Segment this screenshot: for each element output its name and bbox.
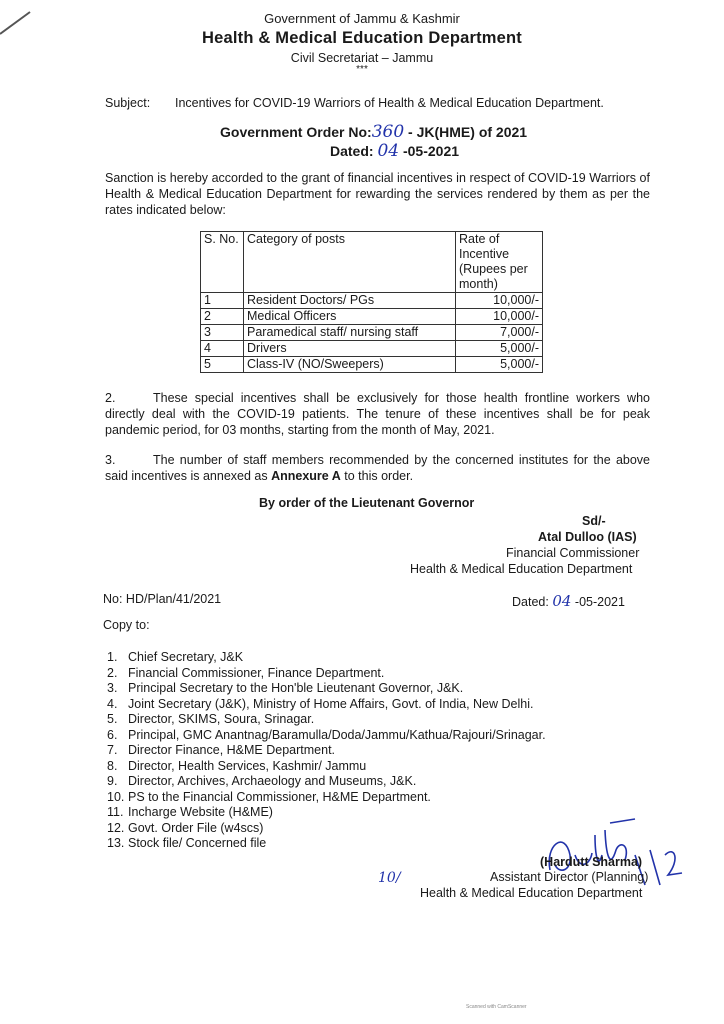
list-item-text: Chief Secretary, J&K bbox=[128, 650, 244, 664]
row-rate: 5,000/- bbox=[456, 357, 543, 373]
table-header-row bbox=[201, 232, 543, 293]
list-item-number: 9. bbox=[107, 774, 118, 788]
table-row bbox=[201, 325, 543, 341]
row-sno: 2 bbox=[201, 309, 244, 325]
reference-date bbox=[512, 592, 625, 610]
row-sno: 3 bbox=[201, 325, 244, 341]
signatory-name: Atal Dulloo (IAS) bbox=[538, 530, 637, 544]
list-item bbox=[107, 650, 546, 666]
list-item-number: 8. bbox=[107, 758, 118, 773]
list-item-number: 12. bbox=[107, 820, 125, 835]
order-number bbox=[220, 122, 527, 142]
row-category: Class-IV (NO/Sweepers) bbox=[244, 357, 456, 373]
list-item-text: Incharge Website (H&ME) bbox=[128, 805, 273, 819]
signed-mark: Sd/- bbox=[582, 514, 606, 528]
table-row bbox=[201, 341, 543, 357]
signatory-department: Health & Medical Education Department bbox=[410, 562, 633, 576]
reference-day-handwritten: 04 bbox=[552, 592, 572, 610]
list-item bbox=[107, 712, 546, 728]
order-prefix: Government Order No: bbox=[220, 124, 372, 140]
paragraph-2-text: These special incentives shall be exclusively for those health frontline workers who directly deal with the COVID-19 patients. The tenure of these incentives shall be for peak pandemic period, for 03 months, starting from the month of May, 2021. bbox=[105, 391, 650, 437]
government-name: Government of Jammu & Kashmir bbox=[264, 11, 460, 26]
list-item-number: 5. bbox=[107, 712, 118, 726]
list-item-number: 13. bbox=[107, 836, 125, 850]
paragraph-3 bbox=[105, 452, 650, 484]
incentive-table bbox=[200, 231, 543, 373]
row-rate: 7,000/- bbox=[456, 325, 543, 341]
order-suffix: - JK(HME) of 2021 bbox=[408, 124, 528, 140]
assistant-department: Health & Medical Education Department bbox=[420, 886, 643, 900]
order-number-handwritten: 360 bbox=[371, 122, 405, 142]
row-sno: 4 bbox=[201, 341, 244, 357]
row-sno: 1 bbox=[201, 293, 244, 309]
reference-date-suffix: -05-2021 bbox=[574, 595, 625, 609]
reference-number: No: HD/Plan/41/2021 bbox=[103, 592, 222, 606]
scanner-watermark: Scanned with CamScanner bbox=[466, 1004, 527, 1010]
paragraph-3-tail: to this order. bbox=[340, 469, 414, 483]
list-item-number: 11. bbox=[107, 805, 124, 819]
list-item-text: Director Finance, H&ME Department. bbox=[128, 743, 336, 757]
sanction-paragraph: Sanction is hereby accorded to the grant of financial incentives in respect of COVID-19 Warriors of Health & Medical Education Department for rewarding the services rendered by them as per the rates indicated below: bbox=[105, 171, 650, 217]
row-category: Medical Officers bbox=[244, 309, 456, 325]
signatory-designation: Financial Commissioner bbox=[506, 546, 640, 560]
list-item-text: Govt. Order File (w4scs) bbox=[128, 820, 264, 835]
header-rate: Rate of Incentive (Rupees per month) bbox=[456, 232, 543, 293]
department-title: Health & Medical Education Department bbox=[201, 29, 523, 47]
paragraph-2 bbox=[105, 390, 650, 438]
paragraph-2-number: 2. bbox=[105, 391, 116, 405]
list-item bbox=[107, 836, 546, 852]
header-category: Category of posts bbox=[244, 232, 456, 293]
paragraph-3-text: The number of staff members recommended by the concerned institutes for the above said incentives is annexed as bbox=[105, 453, 650, 483]
list-item bbox=[107, 774, 546, 790]
list-item-text: Stock file/ Concerned file bbox=[128, 836, 267, 850]
row-rate: 10,000/- bbox=[456, 309, 543, 325]
list-item-text: Joint Secretary (J&K), Ministry of Home Affairs, Govt. of India, New Delhi. bbox=[128, 696, 534, 711]
table-row bbox=[201, 309, 543, 325]
table-row bbox=[201, 293, 543, 309]
subject-line bbox=[105, 96, 604, 110]
list-item-text: Principal Secretary to the Hon'ble Lieutenant Governor, J&K. bbox=[128, 681, 464, 695]
list-item-number: 10. bbox=[107, 789, 125, 804]
row-sno: 5 bbox=[201, 357, 244, 373]
list-item bbox=[107, 790, 546, 806]
list-item-text: PS to the Financial Commissioner, H&ME Department. bbox=[128, 789, 431, 804]
list-item bbox=[107, 681, 546, 697]
list-item bbox=[107, 728, 546, 744]
assistant-designation: Assistant Director (Planning) bbox=[490, 870, 649, 884]
by-order-line: By order of the Lieutenant Governor bbox=[259, 496, 475, 510]
header-separator: *** bbox=[356, 64, 368, 75]
subject-text: Incentives for COVID-19 Warriors of Health & Medical Education Department. bbox=[175, 96, 604, 110]
list-item-text: Financial Commissioner, Finance Department. bbox=[128, 665, 385, 680]
list-item bbox=[107, 821, 546, 837]
row-rate: 5,000/- bbox=[456, 341, 543, 357]
list-item-number: 6. bbox=[107, 727, 118, 742]
list-item-text: Director, Health Services, Kashmir/ Jammu bbox=[128, 758, 367, 773]
list-item-text: Director, Archives, Archaeology and Museums, J&K. bbox=[128, 774, 417, 788]
row-category: Paramedical staff/ nursing staff bbox=[244, 325, 456, 341]
assistant-name: (Hardutt Sharma) bbox=[540, 855, 643, 869]
copy-to-list bbox=[107, 650, 546, 852]
annexure-reference: Annexure A bbox=[271, 469, 341, 483]
list-item-number: 1. bbox=[107, 650, 118, 664]
row-rate: 10,000/- bbox=[456, 293, 543, 309]
list-item-text: Principal, GMC Anantnag/Baramulla/Doda/Jammu/Kathua/Rajouri/Srinagar. bbox=[128, 727, 546, 742]
order-date-suffix: -05-2021 bbox=[402, 143, 460, 159]
copy-to-label: Copy to: bbox=[103, 618, 150, 632]
list-item-text: Director, SKIMS, Soura, Srinagar. bbox=[128, 712, 315, 726]
row-category: Drivers bbox=[244, 341, 456, 357]
list-item bbox=[107, 743, 546, 759]
list-item bbox=[107, 697, 546, 713]
list-item bbox=[107, 666, 546, 682]
table-row bbox=[201, 357, 543, 373]
list-item-number: 3. bbox=[107, 681, 118, 695]
office-location: Civil Secretariat – Jammu bbox=[290, 51, 434, 65]
list-item bbox=[107, 805, 546, 821]
reference-dated-label: Dated: bbox=[512, 595, 549, 609]
list-item-number: 2. bbox=[107, 665, 118, 680]
handwritten-initials: 10/ bbox=[378, 870, 401, 886]
row-category: Resident Doctors/ PGs bbox=[244, 293, 456, 309]
list-item-number: 7. bbox=[107, 743, 118, 757]
order-day-handwritten: 04 bbox=[377, 141, 400, 161]
list-item-number: 4. bbox=[107, 696, 118, 711]
list-item bbox=[107, 759, 546, 775]
subject-label: Subject: bbox=[105, 96, 151, 110]
order-dated-label: Dated: bbox=[330, 143, 374, 159]
header-sno: S. No. bbox=[201, 232, 244, 293]
order-date bbox=[330, 141, 459, 161]
paragraph-3-number: 3. bbox=[105, 453, 116, 467]
